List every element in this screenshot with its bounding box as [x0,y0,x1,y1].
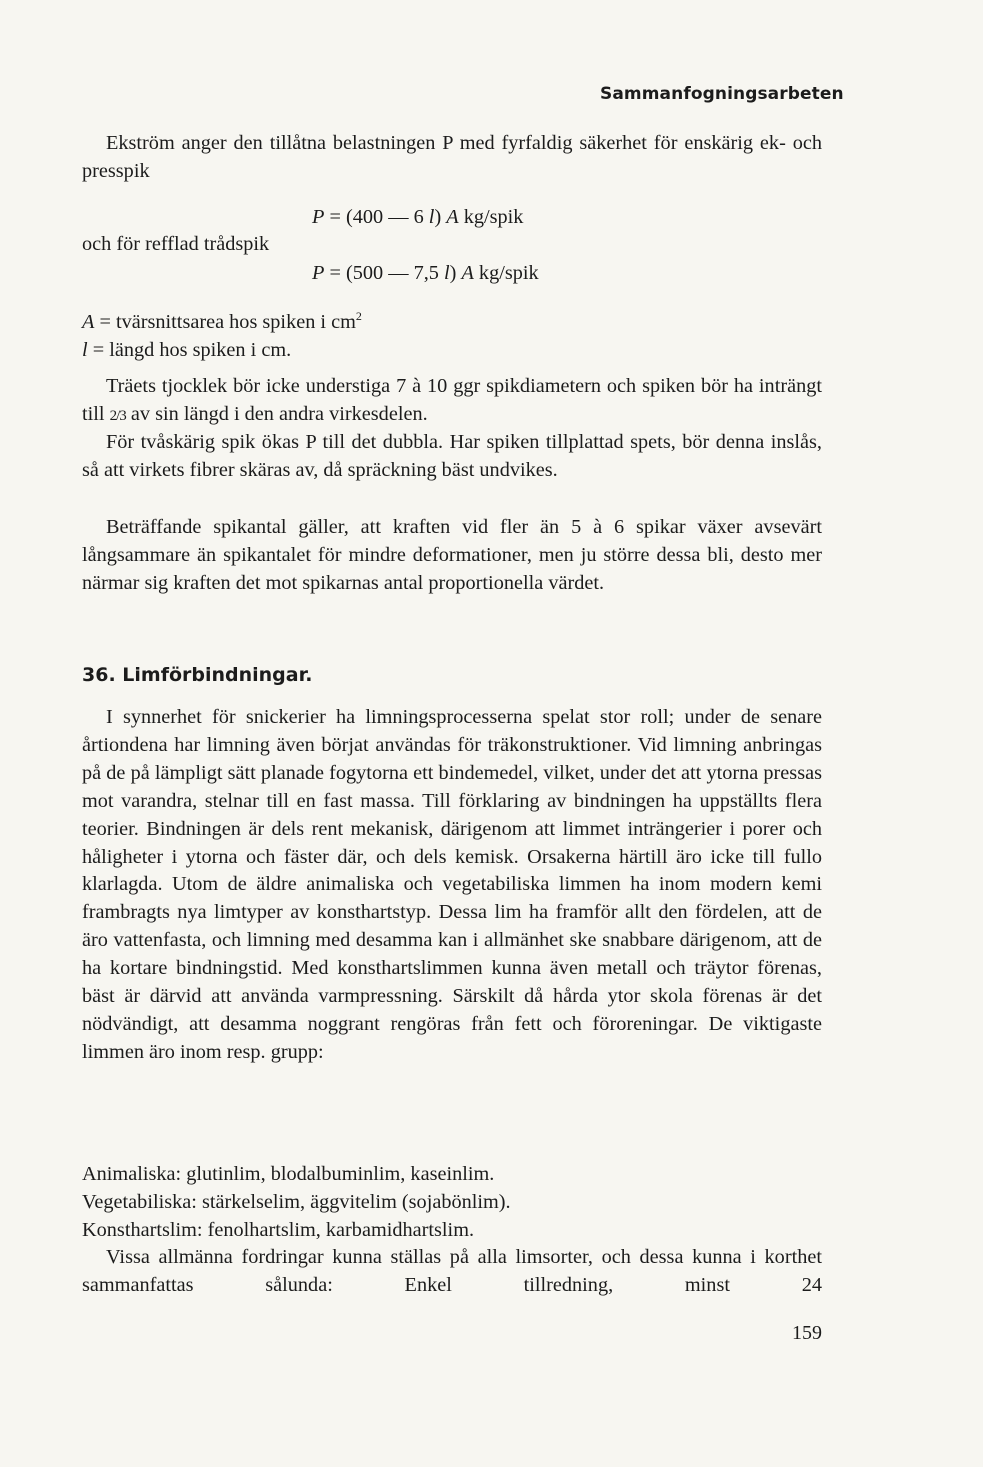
definition-length: l = längd hos spiken i cm. [82,338,292,361]
formula-symbol: P [312,262,325,284]
section-heading: 36. Limförbindningar. [82,664,313,686]
formula-unit: kg/spik [473,262,539,284]
formula-close: ) [434,206,447,228]
formula-unit: kg/spik [458,206,524,228]
paragraph-nail-load: Ekström anger den tillåtna belastningen P med fyrfaldig säkerhet för enskärig ek- och presspik [82,132,822,182]
paragraph-nail-count: Beträffande spikantal gäller, att kraften vid fler än 5 à 6 spikar växer avsevärt långsammare än spikantalet för mindre deformationer, men ju större dessa bli, desto mer närmar sig kraften det mot spikarnas antal proportionella värdet. [82,516,822,594]
formula-symbol: P [312,206,325,228]
definition-area: A = tvärsnittsarea hos spiken i $cm^2$ [82,309,362,333]
formula-close: ) [449,262,462,284]
list-item-animal-glue: Animaliska: glutinlim, blodalbuminlim, kaseinlim. [82,1163,495,1185]
formula-area-symbol: A [461,262,474,284]
paragraph-glue: I synnerhet för snickerier ha limningsprocesserna spelat stor roll; under de senare årtiondena har limning även börjat användas för träkonstruktioner. Vid limning anbringas på de på lämpligt sätt planade fogytorna ett bindemedel, vilket, under det att ytorna pressas mot varandra, stelnar till en fast massa. Till förklaring av bindningen ha uppställts flera teorier. Bindningen är dels rent mekanisk, därigenom att limmet inträngerier i porer och håligheter i ytorna och fäster där, och dels kemisk. Orsakerna härtill äro icke till fullo klarlagda. Utom de äldre animaliska och vegetabiliska limmen ha inom modern kemi frambragts nya limtyper av konsthartstyp. Dessa lim ha framför allt den fördelen, att de äro vattenfasta, och limning med desamma kan i allmänhet ske snabbare därigenom, att de ha kortare bindningstid. Med konsthartslimmen kunna även metall och träytor förenas, bäst är därvid att använda varmpressning. Särskilt då hårda ytor skola förenas är det nödvändigt, att desamma noggrant rengöras från fett och föroreningar. De viktigaste limmen äro inom resp. grupp: [82,706,822,1063]
list-item-resin-glue: Konsthartslim: fenolhartslim, karbamidhartslim. [82,1219,475,1241]
list-item-vegetable-glue: Vegetabiliska: stärkelselim, äggvitelim (sojabönlim). [82,1191,511,1213]
formula-variable: l [444,262,450,284]
paragraph-requirements: Vissa allmänna fordringar kunna ställas på alla limsorter, och dessa kunna i korthet sammanfattas sålunda: Enkel tillredning, minst 24 [82,1246,822,1296]
paragraph-double-shear: För tvåskärig spik ökas P till det dubbla. Har spiken tillplattad spets, bör denna inslås, så att virkets fibrer skäras av, då spräckning bäst undvikes. [82,431,822,481]
formula-tradspik [312,259,539,287]
formula-expression: = (400 — 6 [329,206,429,228]
page-number: 159 [792,1322,822,1344]
formula-area-symbol: A [446,206,459,228]
definitions [82,303,362,364]
formula-expression: = (500 — 7,5 [329,262,444,284]
fraction: 2/3 [109,407,126,424]
paragraph-thickness: Träets tjocklek bör icke understiga 7 à 10 ggr spikdiametern och spiken bör ha inträngt till 2/3 av sin längd i den andra virkesdelen. [82,375,822,425]
text-refflad: och för refflad trådspik [82,233,270,255]
formula-variable: l [428,206,435,228]
formula-ek-spik [312,203,523,231]
running-head: Sammanfogningsarbeten [600,84,844,104]
